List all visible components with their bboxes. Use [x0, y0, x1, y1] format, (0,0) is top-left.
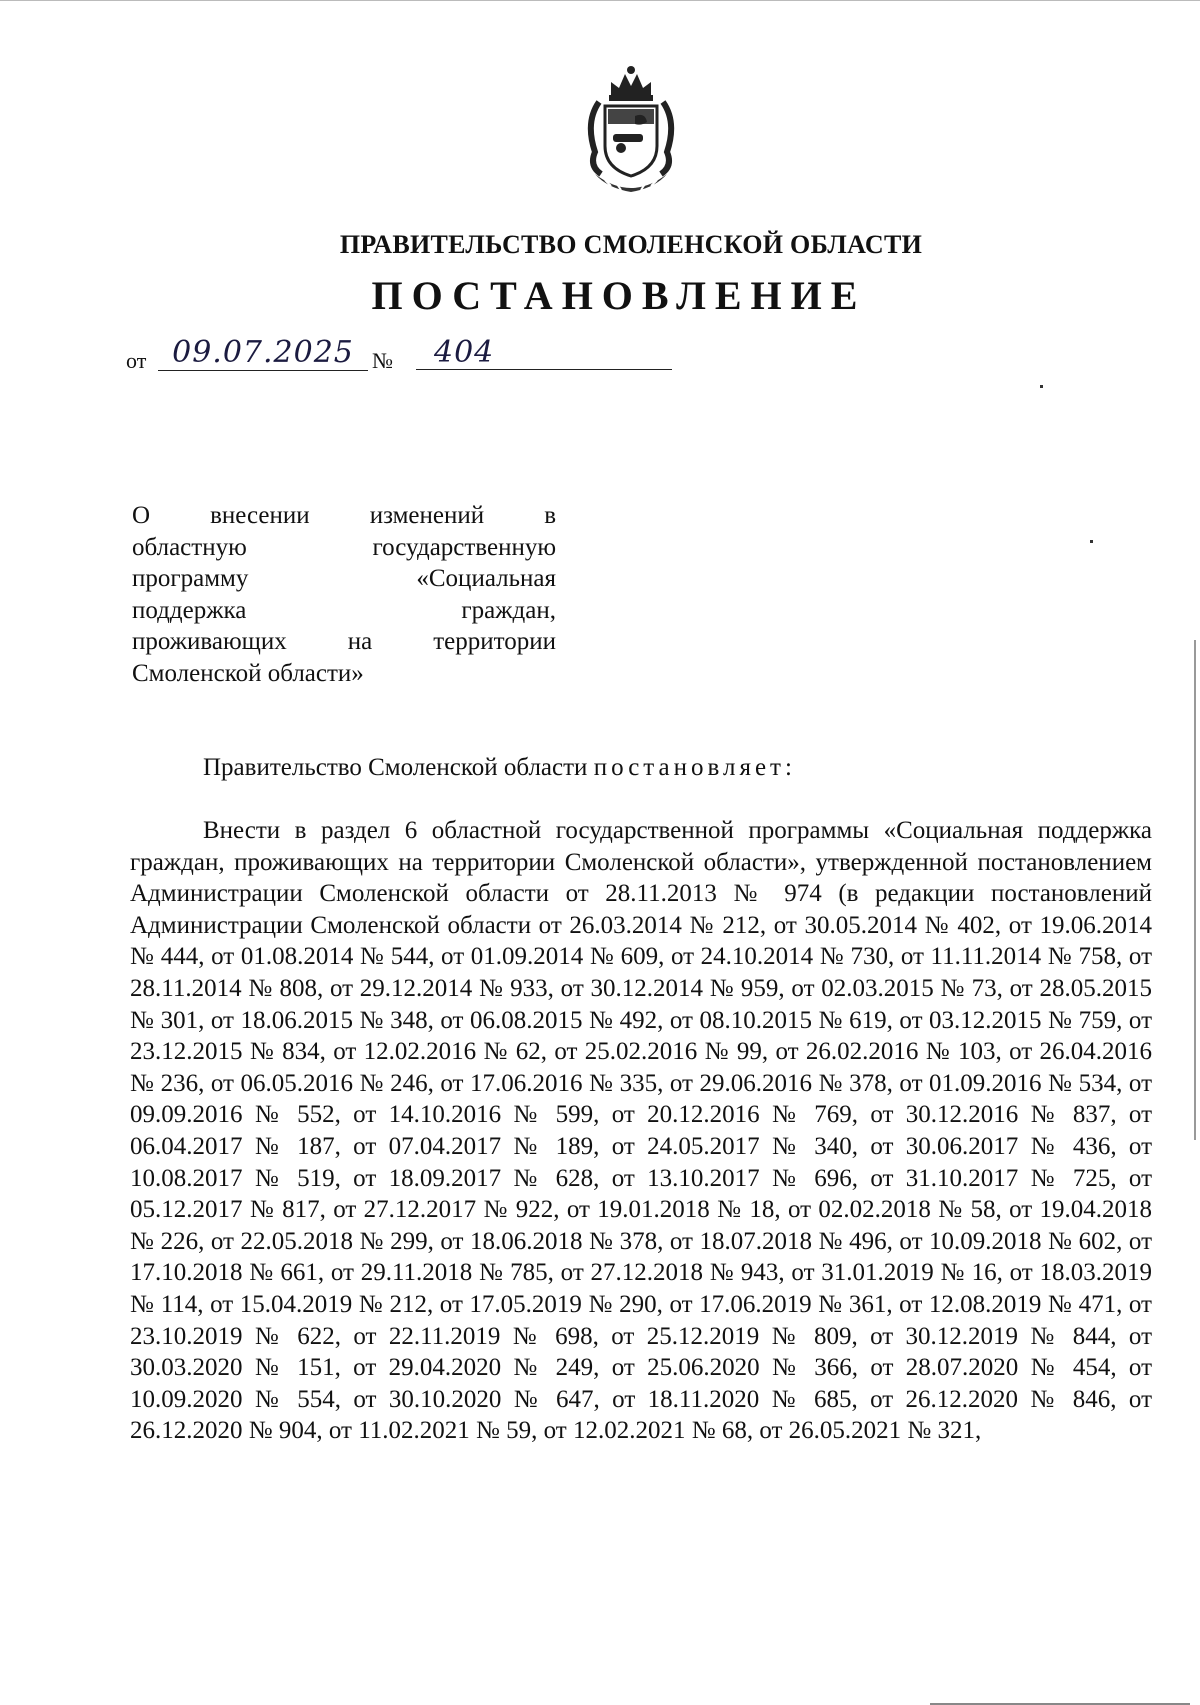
preamble: [203, 754, 796, 782]
subject-line: проживающих на территории: [132, 628, 556, 655]
handwritten-number: 404: [416, 336, 672, 370]
subject-line: О внесении изменений в: [132, 502, 556, 529]
document-subject: [132, 500, 556, 689]
preamble-text: Правительство Смоленской области: [203, 754, 588, 781]
subject-line: поддержка граждан,: [132, 596, 556, 624]
subject-line: программу «Социальная: [132, 565, 556, 592]
subject-line: областную государственную: [132, 533, 556, 561]
organization-name: ПРАВИТЕЛЬСТВО СМОЛЕНСКОЙ ОБЛАСТИ: [339, 230, 923, 259]
scan-edge-line: [0, 0, 1200, 1]
smolensk-coat-of-arms-icon: [575, 62, 687, 200]
handwritten-date: 09.07.2025: [158, 336, 368, 371]
body-paragraph: Внести в раздел 6 областной государственной программы «Социальная поддержка граждан, проживающих на территории Смоленской области», утвержденной постановлением Администрации Смоленской области от 28.11.2013 № 974 (в редакции постановлений Администрации Смоленской области от 26.03.2014 № 212, от 30.05.2014 № 402, от 19.06.2014 № 444, от 01.08.2014 № 544, от 01.09.2014 № 609, от 24.10.2014 № 730, от 11.11.2014 № 758, от 28.11.2014 № 808, от 29.12.2014 № 933, от 30.12.2014 № 959, от 02.03.2015 № 73, от 28.05.2015 № 301, от 18.06.2015 № 348, от 06.08.2015 № 492, от 08.10.2015 № 619, от 03.12.2015 № 759, от 23.12.2015 № 834, от 12.02.2016 № 62, от 25.02.2016 № 99, от 26.02.2016 № 103, от 26.04.2016 № 236, от 06.05.2016 № 246, от 17.06.2016 № 335, от 29.06.2016 № 378, от 01.09.2016 № 534, от 09.09.2016 № 552, от 14.10.2016 № 599, от 20.12.2016 № 769, от 30.12.2016 № 837, от 06.04.2017 № 187, от 07.04.2017 № 189, от 24.05.2017 № 340, от 30.06.2017 № 436, от 10.08.2017 № 519, от 18.09.2017 № 628, от 13.10.2017 № 696, от 31.10.2017 № 725, от 05.12.2017 № 817, от 27.12.2017 № 922, от 19.01.2018 № 18, от 02.02.2018 № 58, от 19.04.2018 № 226, от 22.05.2018 № 299, от 18.06.2018 № 378, от 18.07.2018 № 496, от 10.09.2018 № 602, от 17.10.2018 № 661, от 29.11.2018 № 785, от 27.12.2018 № 943, от 31.01.2019 № 16, от 18.03.2019 № 114, от 15.04.2019 № 212, от 17.05.2019 № 290, от 17.06.2019 № 361, от 12.08.2019 № 471, от 23.10.2019 № 622, от 22.11.2019 № 698, от 25.12.2019 № 809, от 30.12.2019 № 844, от 30.03.2020 № 151, от 29.04.2020 № 249, от 25.06.2020 № 366, от 28.07.2020 № 454, от 10.09.2020 № 554, от 30.10.2020 № 647, от 18.11.2020 № 685, от 26.12.2020 № 846, от 26.12.2020 № 904, от 11.02.2021 № 59, от 12.02.2021 № 68, от 26.05.2021 № 321,: [130, 817, 1152, 1445]
document-type-title: ПОСТАНОВЛЕНИЕ: [371, 273, 867, 318]
preamble-decree-word: постановляет:: [593, 754, 796, 781]
subject-line: Смоленской области»: [132, 659, 364, 687]
scan-edge-line: [1194, 640, 1196, 1140]
scan-dot: [1040, 385, 1043, 388]
date-prefix: от: [126, 348, 147, 373]
scan-dot: [1090, 540, 1093, 543]
number-prefix: №: [372, 348, 393, 373]
